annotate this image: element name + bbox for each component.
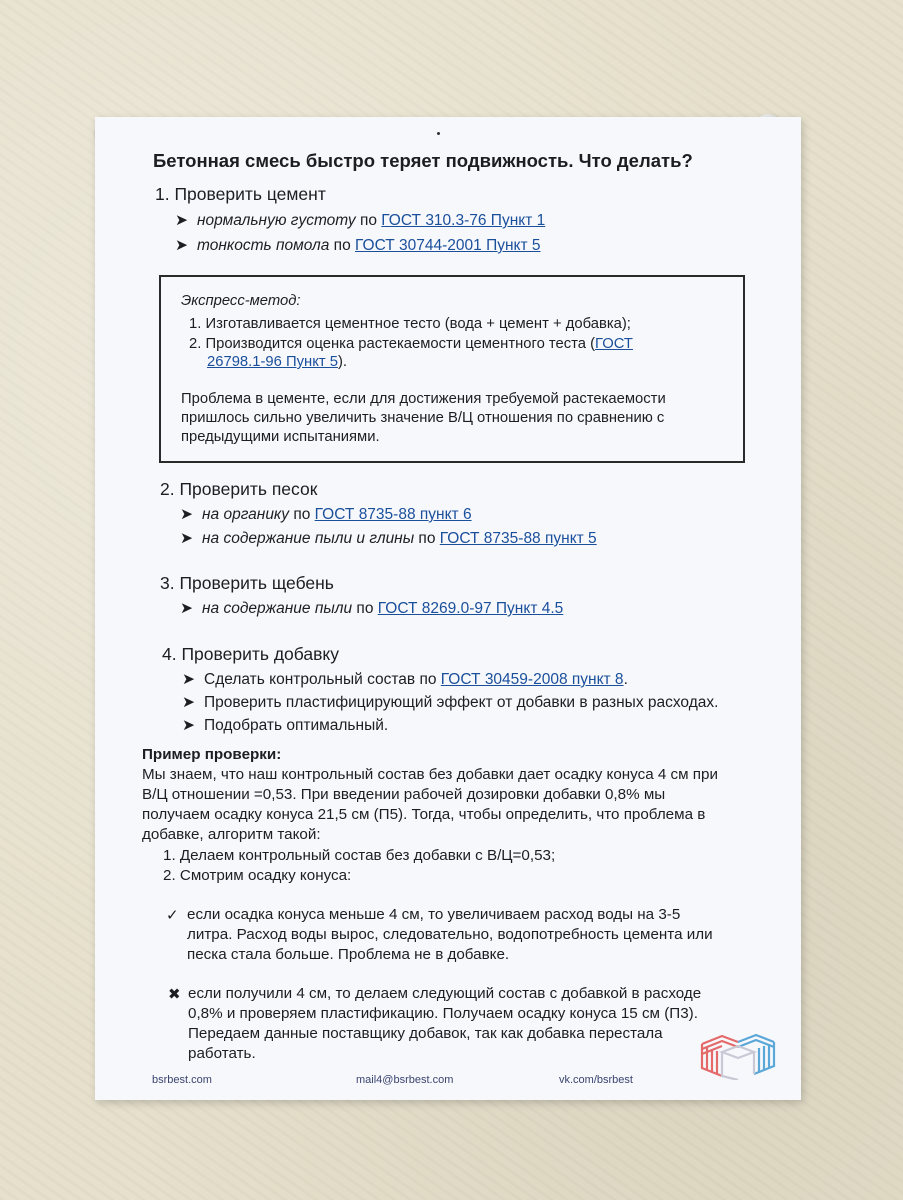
list-item <box>175 211 545 230</box>
arrow-icon: ➤ <box>180 530 193 547</box>
arrow-icon: ➤ <box>182 671 195 688</box>
list-item <box>182 670 628 689</box>
list-item-text: Подобрать оптимальный. <box>204 717 389 734</box>
list-item-emphasis: на содержание пыли <box>202 600 353 617</box>
list-item <box>180 529 597 548</box>
check-line: песка стала больше. Проблема не в добавке. <box>187 946 510 963</box>
cross-line: 0,8% и проверяем пластификацию. Получаем осадку конуса 15 см (П3). <box>188 1005 698 1022</box>
example-line: добавке, алгоритм такой: <box>142 826 321 843</box>
section-sand-heading: 2. Проверить песок <box>160 479 318 499</box>
express-note-line: предыдущими испытаниями. <box>181 429 380 445</box>
gost-link[interactable]: ГОСТ 30459-2008 пункт 8 <box>440 671 624 688</box>
punch-dot <box>437 132 440 135</box>
express-step-2 <box>189 336 633 352</box>
check-mark-icon: ✓ <box>166 907 179 924</box>
footer-site-link[interactable]: bsrbest.com <box>152 1074 212 1086</box>
list-item-text: Проверить пластифицирующий эффект от добавки в разных расходах. <box>204 694 719 711</box>
gost-link[interactable]: ГОСТ 310.3-76 Пункт 1 <box>381 212 546 229</box>
arrow-icon: ➤ <box>182 694 195 711</box>
list-item <box>182 693 718 712</box>
poster-title: Бетонная смесь быстро теряет подвижность. Что делать? <box>153 150 693 171</box>
cross-line: если получили 4 см, то делаем следующий состав с добавкой в расходе <box>188 985 702 1002</box>
express-step-2-end: ). <box>337 354 347 370</box>
gost-link[interactable]: ГОСТ <box>595 336 633 352</box>
list-item-text: по <box>289 506 315 523</box>
cross-line: работать. <box>188 1045 256 1062</box>
list-item <box>180 505 472 524</box>
gost-link[interactable]: ГОСТ 8735-88 пункт 5 <box>439 530 597 547</box>
footer-email-link[interactable]: mail4@bsrbest.com <box>356 1074 454 1086</box>
check-line: если осадка конуса меньше 4 см, то увеличиваем расход воды на 3-5 <box>187 906 681 923</box>
cross-line: Передаем данные поставщику добавок, так как добавка перестала <box>188 1025 663 1042</box>
list-item-text: по <box>355 212 382 229</box>
list-item-emphasis: на содержание пыли и глины <box>202 530 415 547</box>
example-line: Мы знаем, что наш контрольный состав без добавки дает осадку конуса 4 см при <box>142 766 718 783</box>
example-heading: Пример проверки: <box>142 746 282 763</box>
section-gravel-heading: 3. Проверить щебень <box>160 573 334 593</box>
list-item <box>182 716 388 735</box>
list-item-text: Сделать контрольный состав по <box>204 671 441 688</box>
arrow-icon: ➤ <box>175 237 188 254</box>
express-note-line: Проблема в цементе, если для достижения требуемой растекаемости <box>181 391 666 407</box>
example-step-2: 2. Смотрим осадку конуса: <box>163 867 352 884</box>
arrow-icon: ➤ <box>180 506 193 523</box>
arrow-icon: ➤ <box>180 600 193 617</box>
section-cement-heading: 1. Проверить цемент <box>155 184 326 204</box>
poster-sheet <box>95 117 801 1100</box>
stacked-cubes-logo-icon <box>698 1030 778 1080</box>
express-method-box <box>159 275 745 463</box>
gost-link[interactable]: ГОСТ 8735-88 пункт 6 <box>314 506 472 523</box>
express-note-line: пришлось сильно увеличить значение В/Ц отношения по сравнению с <box>181 410 665 426</box>
list-item-text: . <box>623 671 628 688</box>
gost-link[interactable]: ГОСТ 30744-2001 Пункт 5 <box>355 237 541 254</box>
example-line: получаем осадку конуса 21,5 см (П5). Тогда, чтобы определить, что проблема в <box>142 806 706 823</box>
express-step-2-text: 2. Производится оценка растекаемости цементного теста ( <box>189 336 596 352</box>
list-item-emphasis: на органику <box>202 506 290 523</box>
example-line: В/Ц отношении =0,53. При введении рабочей дозировки добавки 0,8% мы <box>142 786 666 803</box>
list-item <box>175 236 541 255</box>
express-step-1: 1. Изготавливается цементное тесто (вода + цемент + добавка); <box>189 316 631 332</box>
list-item-emphasis: тонкость помола <box>197 237 330 254</box>
cross-mark-icon: ✖ <box>168 986 181 1003</box>
list-item-text: по <box>352 600 378 617</box>
list-item-text: по <box>329 237 356 254</box>
list-item-text: по <box>414 530 440 547</box>
footer-vk-link[interactable]: vk.com/bsrbest <box>559 1074 633 1086</box>
arrow-icon: ➤ <box>175 212 188 229</box>
list-item-emphasis: нормальную густоту <box>197 212 356 229</box>
check-line: литра. Расход воды вырос, следовательно, водопотребность цемента или <box>187 926 713 943</box>
example-step-1: 1. Делаем контрольный состав без добавки с В/Ц=0,53; <box>163 847 556 864</box>
express-step-2-cont <box>207 354 347 370</box>
express-label: Экспресс-метод: <box>181 293 301 309</box>
gost-link[interactable]: 26798.1-96 Пункт 5 <box>207 354 338 370</box>
list-item <box>180 599 563 618</box>
gost-link[interactable]: ГОСТ 8269.0-97 Пункт 4.5 <box>377 600 564 617</box>
arrow-icon: ➤ <box>182 717 195 734</box>
section-admixture-heading: 4. Проверить добавку <box>162 644 340 664</box>
